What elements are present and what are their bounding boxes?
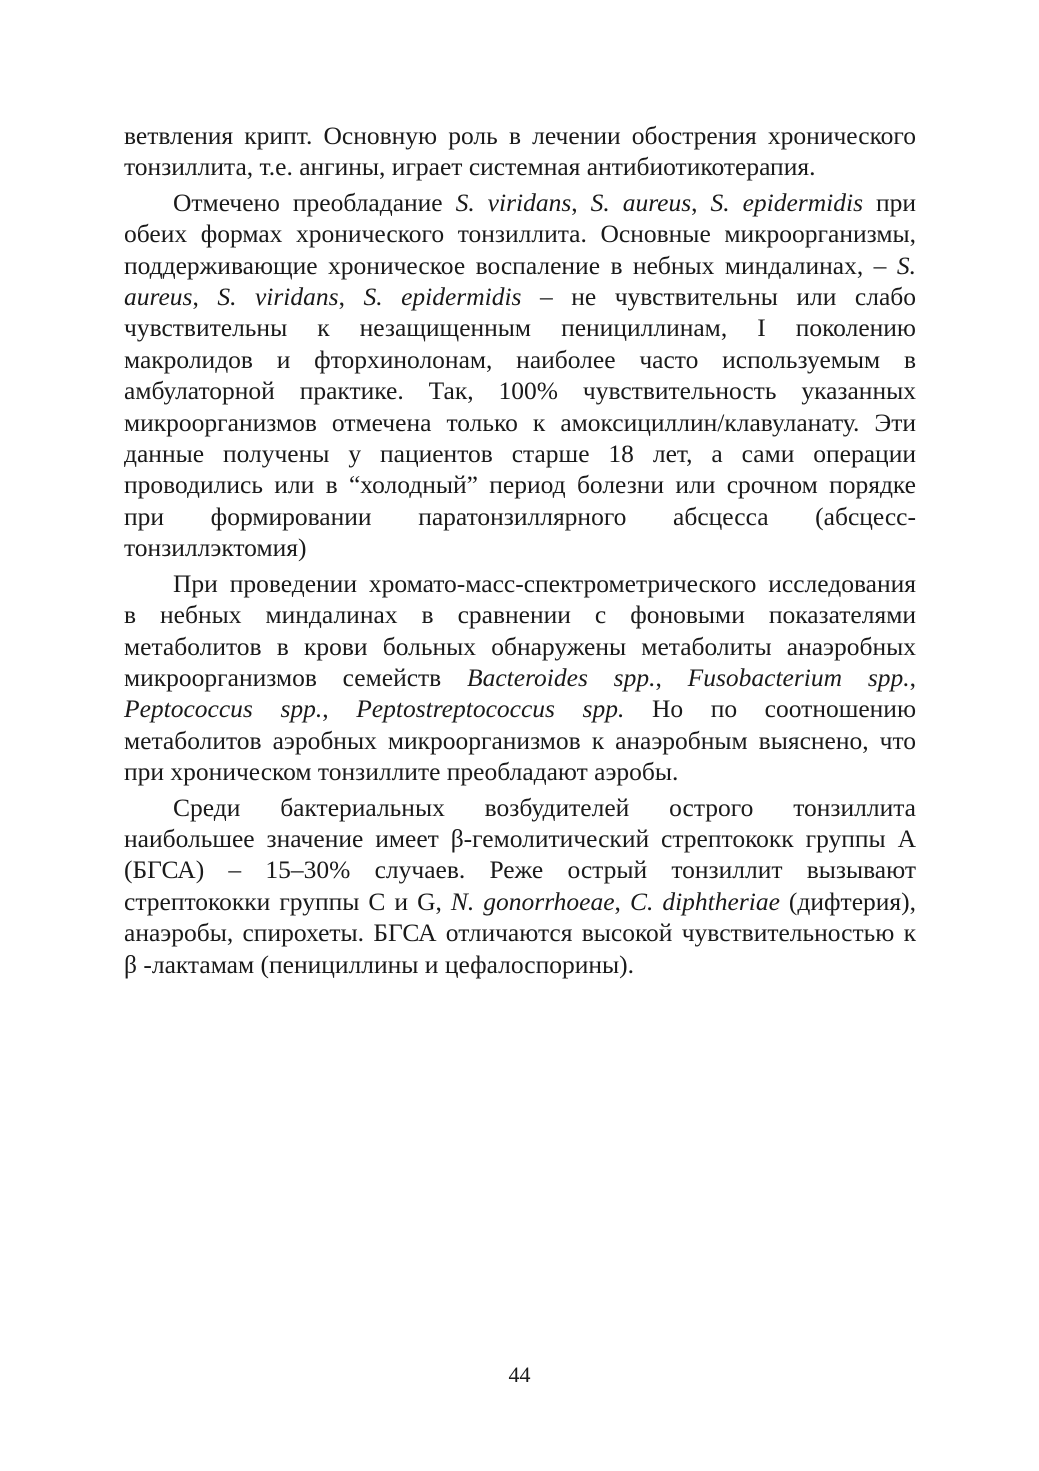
paragraph-4 [124, 792, 916, 980]
body-text [124, 120, 916, 980]
genus-name: Bacteroides spp. [467, 662, 656, 692]
paragraph-3-text: Но по соотношению метаболитов аэробных микроорганизмов к анаэробным выяснено, что при хроническом тонзиллите преобладают аэробы. [124, 694, 917, 787]
paragraph-2-text: Отмечено преобладание [173, 187, 456, 217]
paragraph-3-text: , [909, 662, 916, 692]
paragraph-4-text: Среди бактериальных возбудителей острого тонзиллита наибольшее значение имеет β-гемолитический стрептококк группы А (БГСА) – 15–30% случаев. Реже острый тонзиллит вызывают стрептококки группы C и G, [124, 792, 916, 916]
paragraph-1-text: ветвления крипт. Основную роль в лечении обострения хронического тонзиллита, т.е. ангины, играет системная антибиотикотерапия. [124, 121, 916, 182]
paragraph-4-text: , [614, 886, 630, 916]
page-number: 44 [508, 1362, 531, 1387]
genus-name: Peptostreptococcus spp. [356, 694, 625, 724]
species-name: S. viridans [455, 187, 572, 217]
paragraph-1 [124, 120, 916, 183]
paragraph-3-text: , [655, 662, 688, 692]
species-name: S. epidermidis [363, 282, 522, 312]
species-name: S. aureus [590, 187, 692, 217]
paragraph-3 [124, 568, 916, 788]
paragraph-2-text: – не чувствительны или слабо чувствительны к незащищенным пенициллинам, I поколению макролидов и фторхинолонам, наиболее часто используемым в амбулаторной практике. Так, 100% чувствительность указанных микроорганизмов отмечена только к амоксициллин/клавуланату. Эти данные получены у пациентов старше 18 лет, а сами операции проводились или в “холодный” период болезни или срочном порядке при формировании паратонзиллярного абсцесса (абсцесс-тонзиллэктомия) [124, 282, 917, 563]
species-name: N. gonorrhoeae [450, 886, 615, 916]
paragraph-2-text: при обеих формах хронического тонзиллита. Основные микроорганизмы, поддерживающие хроническое воспаление в небных миндалинах, – [124, 187, 917, 280]
genus-name: Fusobacterium spp. [687, 662, 910, 692]
paragraph-2-text: , [192, 282, 218, 312]
paragraph-2-text: , [691, 187, 711, 217]
paragraph-2-text: , [338, 282, 364, 312]
paragraph-2 [124, 187, 916, 564]
genus-name: Peptococcus spp. [124, 694, 323, 724]
paragraph-4-text: (дифтерия), анаэробы, спирохеты. БГСА отличаются высокой чувствительностью к β -лактамам (пенициллины и цефалоспорины). [124, 886, 917, 979]
species-name: S. viridans [217, 282, 339, 312]
paragraph-2-text: , [571, 187, 591, 217]
paragraph-3-text: , [322, 694, 357, 724]
species-name: S. aureus [124, 250, 916, 312]
species-name: S. epidermidis [710, 187, 864, 217]
species-name: C. diphtheriae [629, 886, 780, 916]
paragraph-3-text: При проведении хромато-масс-спектрометрического исследования в небных миндалинах в сравнении с фоновыми показателями метаболитов в крови больных обнаружены метаболиты анаэробных микроорганизмов семейств [124, 568, 916, 692]
